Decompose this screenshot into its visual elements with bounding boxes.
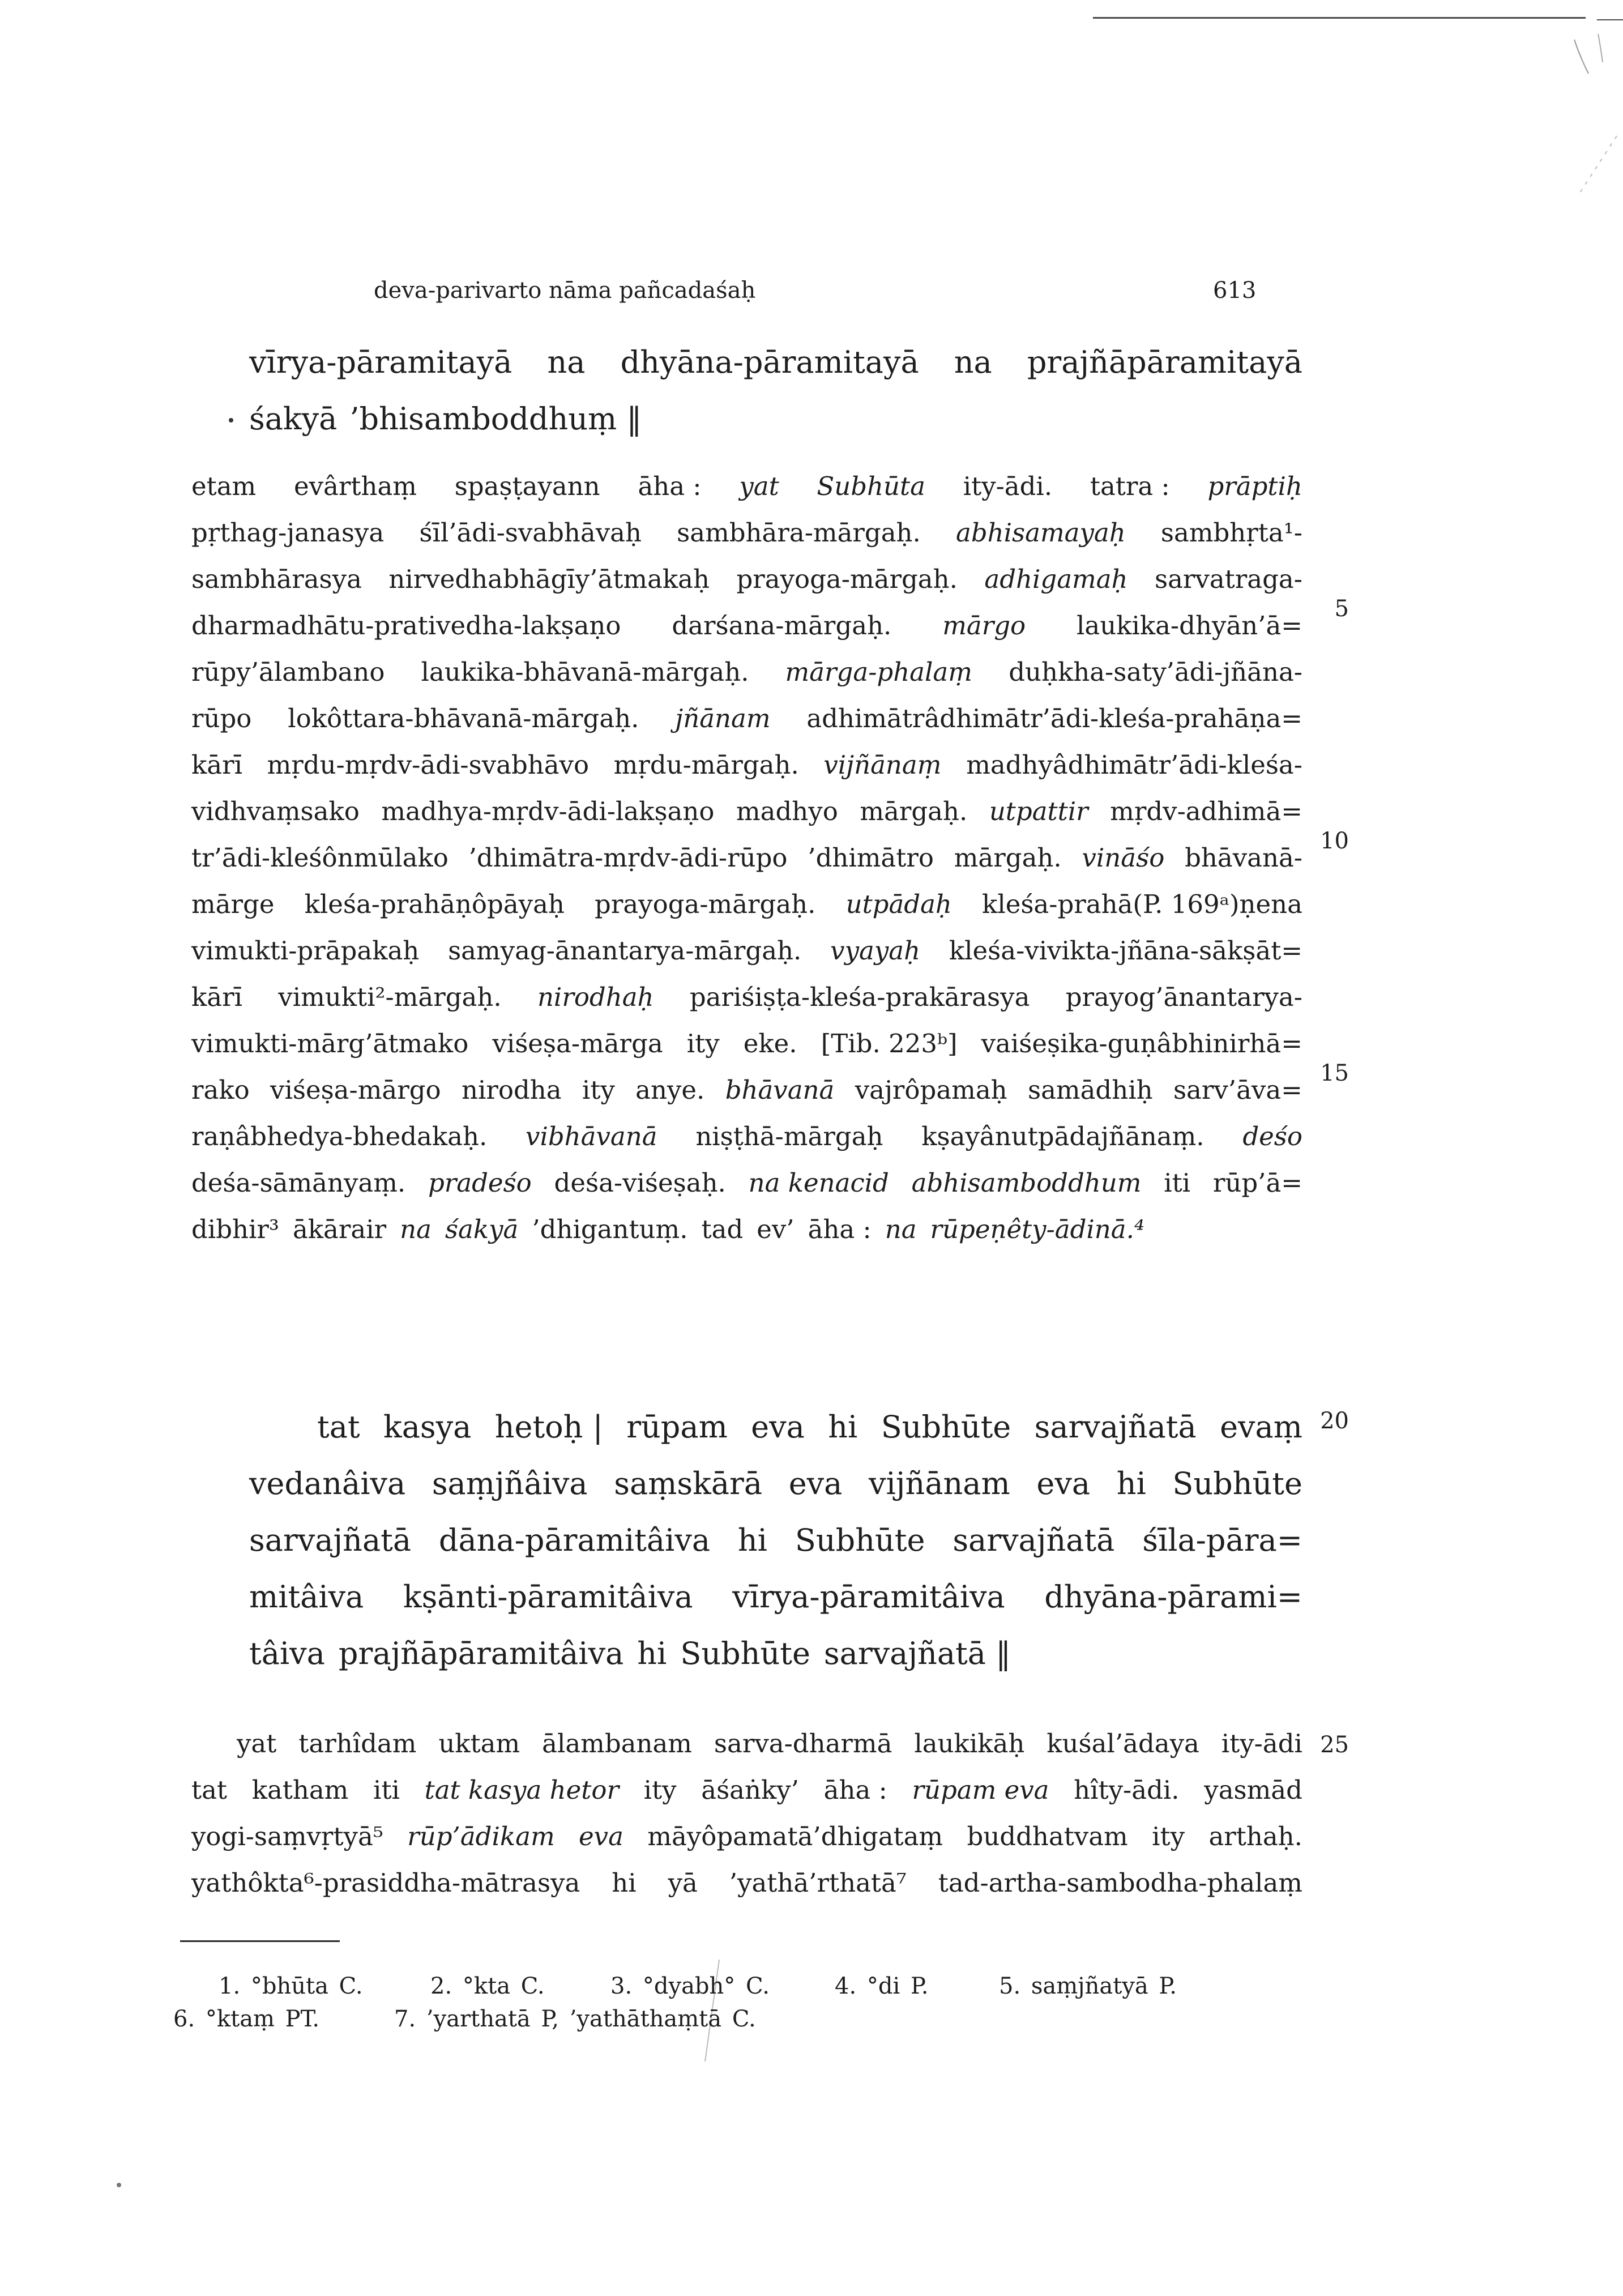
word: tarhîdam (298, 1729, 417, 1759)
footnote: 3. °dyabh° C. (610, 1973, 770, 1999)
word: mārgaḥ. (954, 843, 1062, 873)
commentary-line (237, 1729, 1302, 1774)
word: hîty-ādi. (1074, 1775, 1180, 1805)
verse-word: śakyā (249, 401, 338, 437)
line-number-20: 20 (1320, 1408, 1349, 1434)
word: utpādaḥ (845, 889, 952, 919)
word: samādhiḥ (1028, 1075, 1153, 1105)
verse-line (249, 1456, 1302, 1512)
verse-word: dhyāna-pārami= (1044, 1579, 1302, 1615)
word: tat (191, 1775, 227, 1805)
top-edge-line-right (1597, 19, 1623, 20)
word: rūpam eva (912, 1775, 1049, 1805)
word: kārī (191, 982, 242, 1012)
verse-word: kasya (383, 1409, 472, 1445)
word: pariśiṣṭa-kleśa-prakārasya (689, 982, 1030, 1012)
word: abhisamboddhum (911, 1168, 1142, 1198)
word: iti (373, 1775, 400, 1805)
word: prāptiḥ (1207, 471, 1302, 501)
word: sarvatraga- (1155, 564, 1302, 594)
footnote: 5. saṃjñatyā P. (999, 1973, 1177, 1999)
word: yathôkta⁶-prasiddha-mātrasya (191, 1868, 580, 1898)
word: hi (612, 1868, 637, 1898)
word: arthaḥ. (1208, 1821, 1302, 1851)
commentary-line (191, 1868, 1302, 1913)
word: yogi-saṃvṛtyā⁵ (191, 1821, 383, 1851)
verse-word: evaṃ (1220, 1409, 1302, 1445)
word: ākārair (292, 1214, 387, 1244)
word: ity (582, 1075, 615, 1105)
footnote-rule (180, 1940, 340, 1942)
word: adhimātrâdhimātr’ādi-kleśa-prahāṇa= (806, 703, 1302, 733)
word: vyayaḥ (830, 936, 921, 966)
word: na (400, 1214, 432, 1244)
verse-word: hi (828, 1409, 858, 1445)
commentary-block-1 (191, 471, 1302, 1275)
word: śīl’ādi-svabhāvaḥ (419, 518, 642, 548)
verse-word: dāna-pāramitâiva (438, 1522, 711, 1558)
word: abhisamayaḥ (956, 518, 1126, 548)
footnote: 2. °kta C. (430, 1973, 545, 1999)
page-number: 613 (1213, 278, 1257, 304)
verse-word: Subhūte (1172, 1466, 1302, 1501)
word: laukika-bhāvanā-mārgaḥ. (421, 657, 749, 687)
word: tr’ādi-kleśônmūlako (191, 843, 449, 873)
word: mārgo (942, 611, 1026, 641)
word: rako (191, 1075, 250, 1105)
verse-word: sarvajñatā ‖ (823, 1636, 1011, 1671)
verse-word: vīrya-pāramitayā (249, 344, 512, 380)
word: mṛdu-mārgaḥ. (613, 750, 799, 780)
word: jñānam (675, 703, 771, 733)
word: vajrôpamaḥ (855, 1075, 1007, 1105)
verse-word: vedanâiva (249, 1466, 406, 1501)
word: prayoga-mārgaḥ. (736, 564, 958, 594)
word: ’yathā’rthatā⁷ (729, 1868, 907, 1898)
verse-line (249, 334, 1302, 391)
verse-word: eva (788, 1466, 843, 1501)
word: māyôpamatā’dhigataṃ (647, 1821, 943, 1851)
line-number-5: 5 (1334, 596, 1349, 622)
commentary-line (191, 843, 1302, 888)
word: yat (237, 1729, 277, 1759)
commentary-block-2 (191, 1729, 1302, 1915)
word: tad-artha-sambodha-phalaṃ (938, 1868, 1302, 1898)
commentary-line (191, 1028, 1302, 1074)
verse-word: tâiva (249, 1636, 325, 1671)
word: mārga-phalaṃ (785, 657, 973, 687)
word: samyag-ānantarya-mārgaḥ. (448, 936, 802, 966)
verse-word: ’bhisamboddhuṃ ‖ (349, 401, 642, 437)
word: pradeśo (428, 1168, 532, 1198)
verse-word: śīla-pāra= (1142, 1522, 1302, 1558)
word: eke. (743, 1028, 797, 1059)
word: buddhatvam (967, 1821, 1128, 1851)
word: ity-ādi (1221, 1729, 1302, 1759)
verse-line (249, 1569, 1302, 1625)
word: vimukti-prāpakaḥ (191, 936, 420, 966)
verse-line (317, 1399, 1302, 1456)
word: raṇâbhedya-bhedakaḥ. (191, 1121, 488, 1151)
line-number-15: 15 (1320, 1060, 1349, 1086)
word: ’dhimātra-mṛdv-ādi-rūpo (468, 843, 788, 873)
verse-word: na (547, 344, 586, 380)
verse-word: Subhūte (795, 1522, 925, 1558)
word: kuśal’ādaya (1047, 1729, 1199, 1759)
verse-word: sarvajñatā (1034, 1409, 1197, 1445)
verse-word: prajñāpāramitayā (1027, 344, 1302, 380)
verse-word: hi (1116, 1466, 1146, 1501)
word: bhāvanā (725, 1075, 835, 1105)
word: madhya-mṛdv-ādi-lakṣaṇo (381, 796, 715, 826)
word: yā (668, 1868, 698, 1898)
verse-word: prajñāpāramitâiva (338, 1636, 624, 1671)
word: madhyâdhimātr’ādi-kleśa- (966, 750, 1302, 780)
verse-word: Subhūte (680, 1636, 810, 1671)
word: rūpy’ālambano (191, 657, 385, 687)
word: duḥkha-saty’ādi-jñāna- (1009, 657, 1302, 687)
line-number-25: 25 (1320, 1732, 1349, 1758)
commentary-line (191, 1075, 1302, 1120)
word: mṛdu-mṛdv-ādi-svabhāvo (267, 750, 590, 780)
word: na kenacid (748, 1168, 889, 1198)
word: pṛthag-janasya (191, 518, 385, 548)
commentary-line (191, 1775, 1302, 1820)
word: deśa-viśeṣaḥ. (554, 1168, 726, 1198)
commentary-line (191, 518, 1302, 563)
word: vimukti²-mārgaḥ. (278, 982, 502, 1012)
word: ālambanam (542, 1729, 692, 1759)
verse-word: saṃskārā (614, 1466, 763, 1501)
commentary-line (191, 889, 1302, 934)
word: rūp’ādikam (407, 1821, 555, 1851)
verse-block-2 (249, 1399, 1302, 1682)
verse-word: vīrya-pāramitâiva (732, 1579, 1005, 1615)
word: na (885, 1214, 917, 1244)
word: mārgaḥ. (860, 796, 968, 826)
word: āśaṅky’ (701, 1775, 799, 1805)
verse-word: vijñānam (869, 1466, 1010, 1501)
word: sambhāra-mārgaḥ. (677, 518, 921, 548)
word: ev’ (757, 1214, 795, 1244)
verse-word: mitâiva (249, 1579, 364, 1615)
word: ity-ādi. (963, 471, 1053, 501)
verse-word: dhyāna-pāramitayā (620, 344, 919, 380)
word: vimukti-mārg’ātmako (191, 1028, 469, 1059)
word: ity (686, 1028, 720, 1059)
word: eva (579, 1821, 623, 1851)
footnote: 4. °di P. (835, 1973, 929, 1999)
word: mṛdv-adhimā= (1110, 796, 1302, 826)
verse-word: na (954, 344, 992, 380)
footnote: 6. °ktaṃ PT. (173, 2006, 320, 2032)
line-number-10: 10 (1320, 828, 1349, 854)
word: kleśa-prahāṇôpāyaḥ (304, 889, 565, 919)
verse-line (249, 391, 1302, 447)
commentary-line (191, 750, 1302, 795)
word: ’dhigantuṃ. (532, 1214, 688, 1244)
margin-mark (229, 418, 233, 423)
word: kārī (191, 750, 242, 780)
commentary-line (191, 936, 1302, 981)
commentary-line (191, 1121, 1302, 1167)
commentary-line (191, 982, 1302, 1027)
top-edge-line (1093, 17, 1586, 19)
word: ity (643, 1775, 677, 1805)
running-head-title: deva-parivarto nāma pañcadaśaḥ (374, 278, 756, 304)
word: kleśa-vivikta-jñāna-sākṣāt= (949, 936, 1302, 966)
word: kleśa-prahā(P. 169ᵃ)ṇena (982, 889, 1302, 919)
word: rūpo (191, 703, 252, 733)
verse-word: hi (737, 1522, 767, 1558)
word: viśeṣa-mārga (492, 1028, 663, 1059)
word: yat (739, 471, 779, 501)
word: yasmād (1204, 1775, 1302, 1805)
word: kṣayânutpādajñānaṃ. (921, 1121, 1205, 1151)
commentary-line (191, 1168, 1302, 1213)
commentary-line (191, 703, 1302, 749)
word: etam (191, 471, 257, 501)
verse-word: eva (751, 1409, 805, 1445)
word: nirodha (461, 1075, 562, 1105)
word: āha : (638, 471, 702, 501)
word: vijñānaṃ (823, 750, 942, 780)
commentary-line (191, 611, 1302, 656)
word: deśo (1242, 1121, 1302, 1151)
verse-word: Subhūte (881, 1409, 1011, 1445)
word: tatra : (1090, 471, 1170, 501)
word: nirodhaḥ (537, 982, 654, 1012)
word: utpattir (989, 796, 1088, 826)
word: sambhṛta¹- (1160, 518, 1302, 548)
verse-word: hetoḥ | (494, 1409, 603, 1445)
word: anye. (635, 1075, 705, 1105)
word: katham (251, 1775, 349, 1805)
word: ity (1152, 1821, 1185, 1851)
word: adhigamaḥ (984, 564, 1128, 594)
verse-word: sarvajñatā (953, 1522, 1115, 1558)
scan-mark-top-right (1563, 23, 1620, 215)
word: [Tib. 223ᵇ] (821, 1028, 958, 1059)
verse-word: tat (317, 1409, 360, 1445)
word: tad (701, 1214, 744, 1244)
scan-dot (117, 2183, 121, 2187)
word: sarva-dharmā (714, 1729, 892, 1759)
word: dharmadhātu-prativedha-lakṣaṇo (191, 611, 621, 641)
word: prayog’ānantarya- (1065, 982, 1302, 1012)
word: darśana-mārgaḥ. (672, 611, 892, 641)
commentary-line (191, 564, 1302, 609)
word: spaṣṭayann (454, 471, 600, 501)
commentary-line (191, 796, 1302, 842)
verse-word: eva (1036, 1466, 1091, 1501)
word: laukikāḥ (914, 1729, 1025, 1759)
verse-word: hi (637, 1636, 667, 1671)
verse-word: rūpam (626, 1409, 728, 1445)
word: rūpeṇêty-ādinā.⁴ (930, 1214, 1144, 1244)
word: śakyā (445, 1214, 519, 1244)
word: Subhūta (817, 471, 925, 501)
word: iti (1164, 1168, 1191, 1198)
word: vibhāvanā (526, 1121, 657, 1151)
commentary-line (191, 1214, 1302, 1260)
word: uktam (438, 1729, 520, 1759)
word: nirvedhabhāgīy’ātmakaḥ (388, 564, 710, 594)
footnote: 7. ’yarthatā P, ’yathāthaṃtā C. (394, 2006, 756, 2032)
verse-word: saṃjñâiva (432, 1466, 588, 1501)
commentary-line (191, 471, 1302, 517)
word: bhāvanā- (1185, 843, 1302, 873)
word: āha : (823, 1775, 887, 1805)
word: vaiśeṣika-guṇâbhinirhā= (981, 1028, 1302, 1059)
footnote: 1. °bhūta C. (219, 1973, 363, 1999)
word: āha : (808, 1214, 872, 1244)
verse-word: sarvajñatā (249, 1522, 412, 1558)
word: dibhir³ (191, 1214, 279, 1244)
commentary-line (191, 657, 1302, 702)
word: vidhvaṃsako (191, 796, 360, 826)
word: laukika-dhyān’ā= (1076, 611, 1302, 641)
word: madhyo (736, 796, 838, 826)
word: mārge (191, 889, 275, 919)
commentary-line (191, 1821, 1302, 1867)
word: ’dhimātro (808, 843, 934, 873)
word: tat kasya hetor (424, 1775, 619, 1805)
word: vināśo (1082, 843, 1165, 873)
word: lokôttara-bhāvanā-mārgaḥ. (288, 703, 639, 733)
word: prayoga-mārgaḥ. (595, 889, 816, 919)
word: sambhārasya (191, 564, 362, 594)
word: niṣṭhā-mārgaḥ (695, 1121, 883, 1151)
opening-verse (249, 334, 1302, 447)
word: evârthaṃ (293, 471, 417, 501)
verse-line (249, 1625, 1302, 1682)
word: viśeṣa-mārgo (270, 1075, 441, 1105)
verse-line (249, 1512, 1302, 1569)
verse-word: kṣānti-pāramitâiva (403, 1579, 693, 1615)
word: sarv’āva= (1173, 1075, 1302, 1105)
word: deśa-sāmānyaṃ. (191, 1168, 406, 1198)
word: rūp’ā= (1212, 1168, 1302, 1198)
